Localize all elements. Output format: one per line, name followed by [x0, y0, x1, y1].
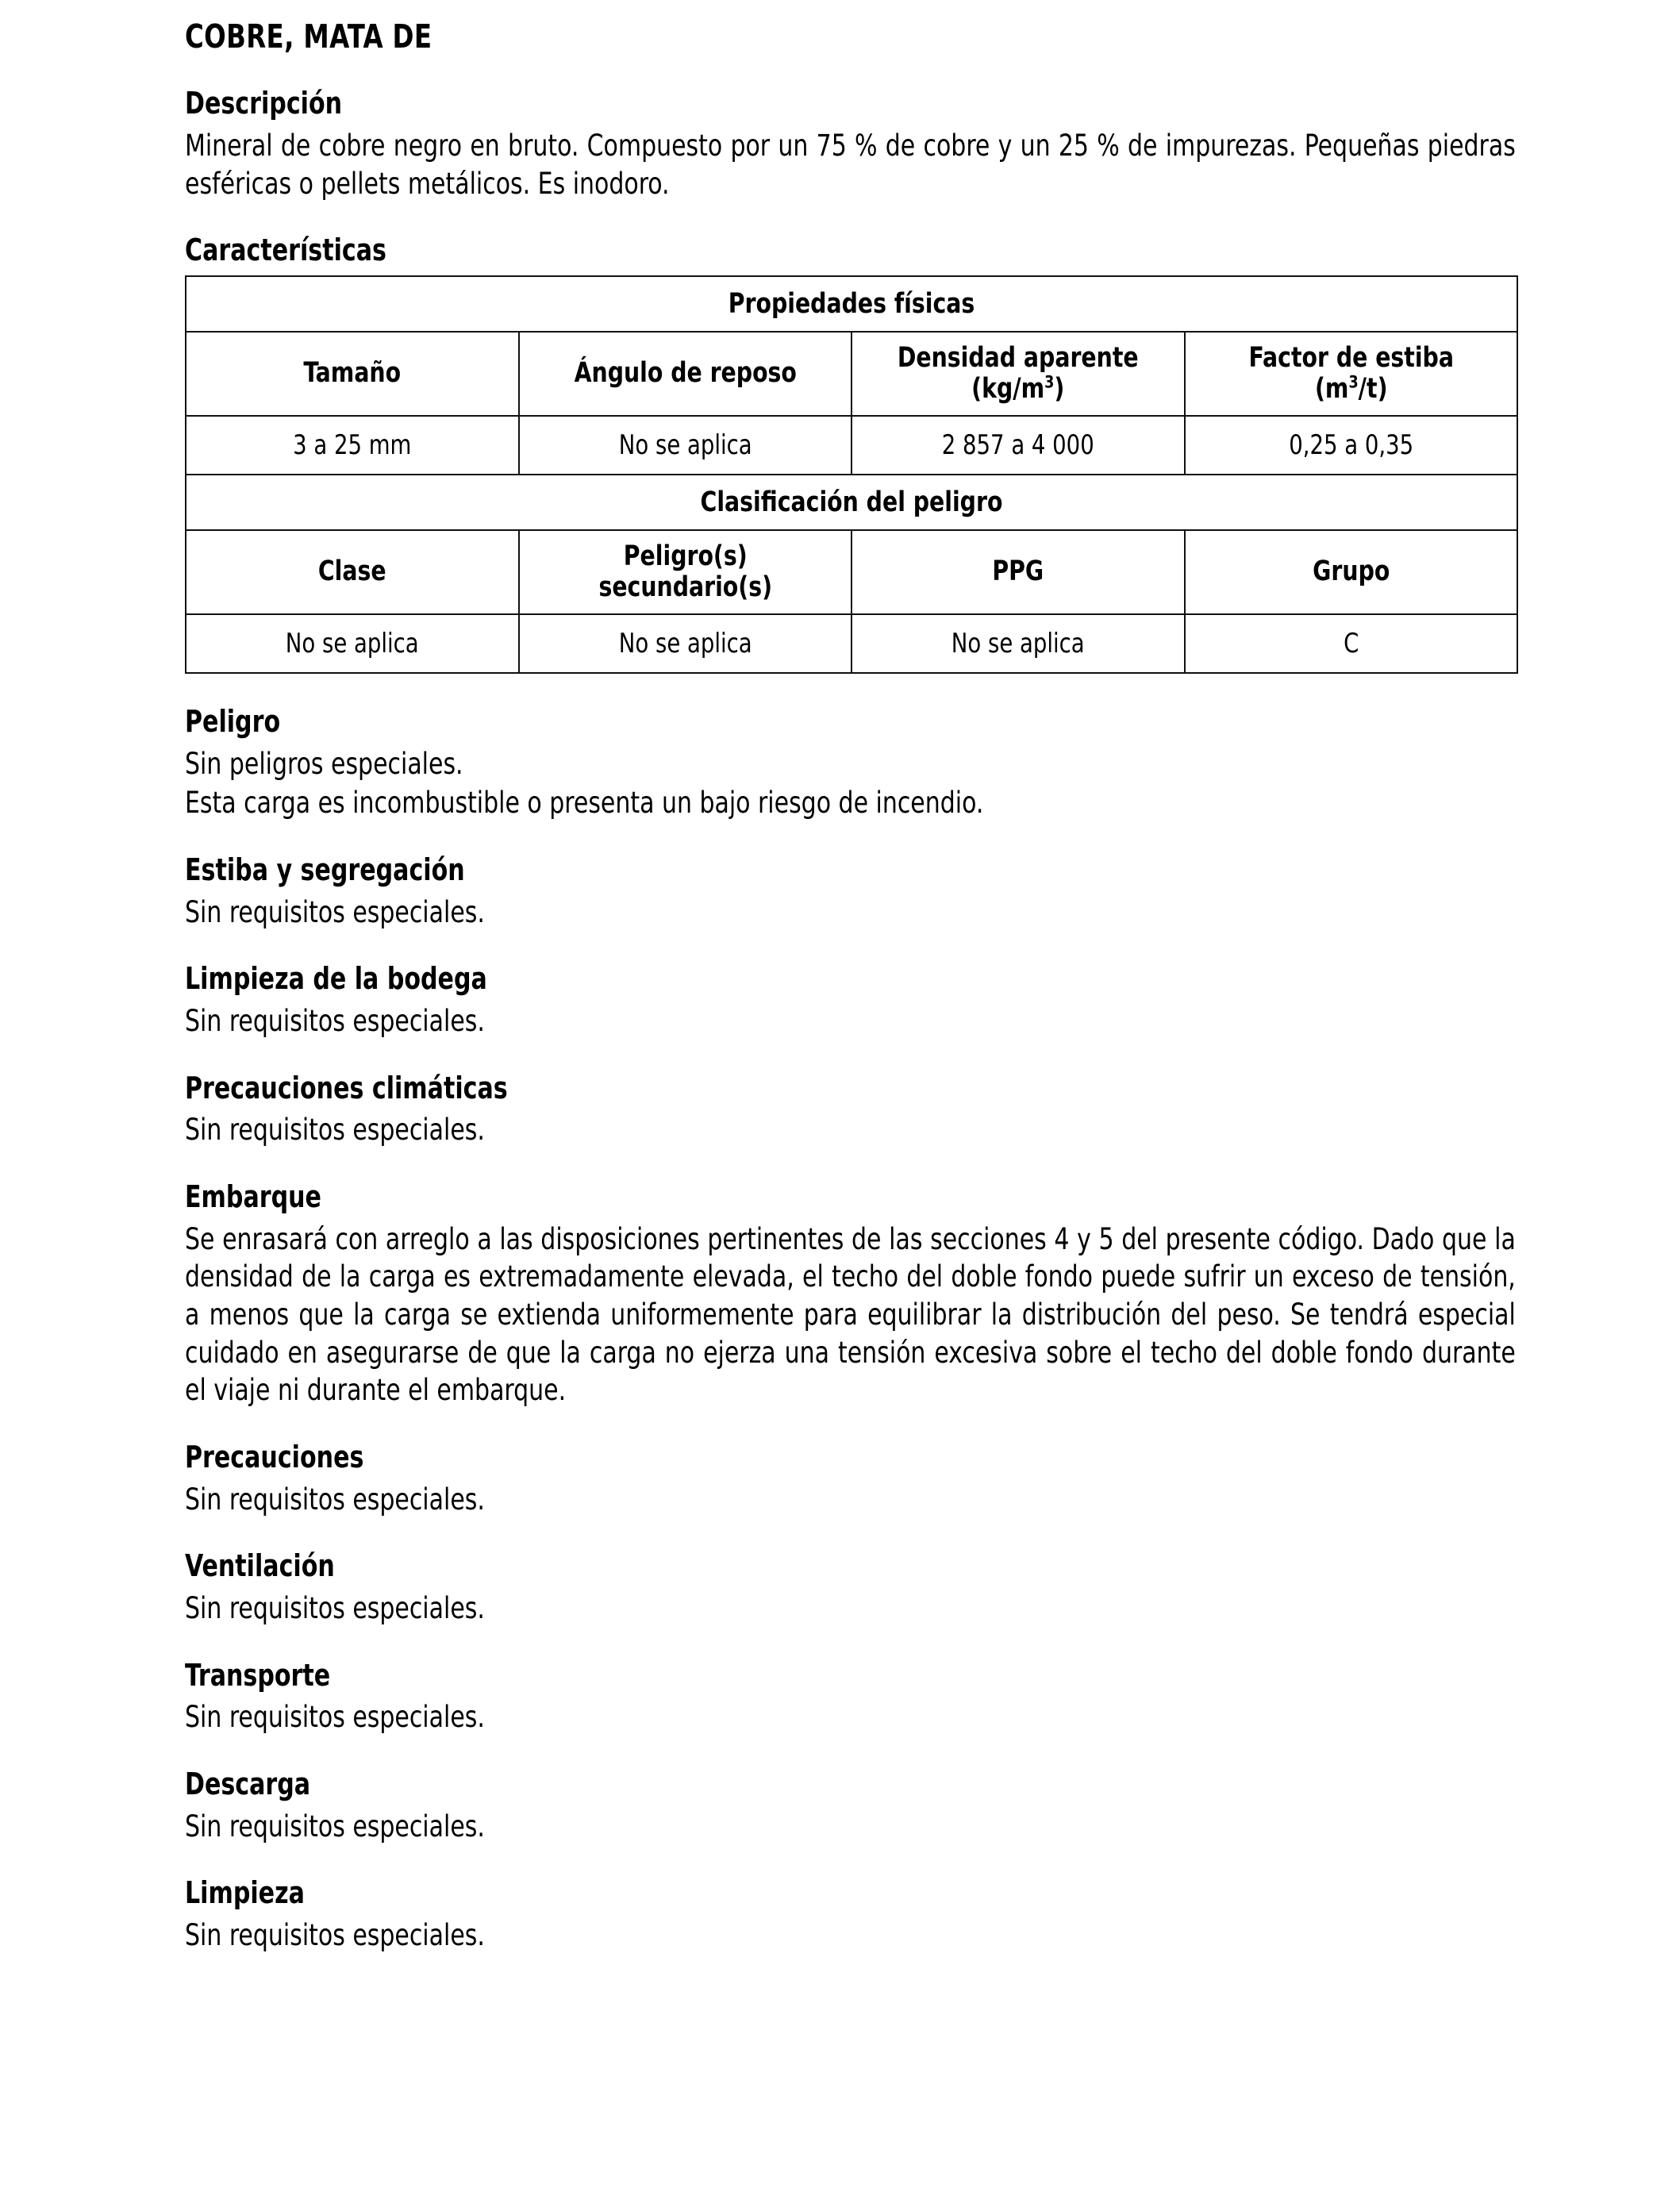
section-heading-limpieza-bodega: Limpieza de la bodega [185, 961, 487, 997]
table-row-headers-hazard [186, 530, 1517, 614]
table-header-angulo-reposo: Ángulo de reposo [519, 332, 852, 416]
characteristics-table [185, 275, 1518, 674]
section-heading-ventilacion: Ventilación [185, 1548, 335, 1584]
table-header-tamano: Tamaño [186, 332, 519, 416]
table-cell-grupo-value: C [1185, 614, 1518, 673]
table-header-peligros-secundarios: Peligro(s) secundario(s) [519, 530, 852, 614]
section-heading-caracteristicas: Características [185, 233, 386, 268]
section-text-precauciones-climaticas: Sin requisitos especiales. [185, 1113, 485, 1148]
table-header-estiba-unit: $(m^3/t)$ [1314, 372, 1388, 405]
table-row-values-hazard [186, 614, 1517, 673]
section-text-precauciones: Sin requisitos especiales. [185, 1482, 485, 1517]
section-heading-limpieza: Limpieza [185, 1875, 305, 1911]
section-text-limpieza: Sin requisitos especiales. [185, 1918, 485, 1952]
section-heading-precauciones: Precauciones [185, 1440, 364, 1475]
table-band-physical-properties: Propiedades físicas [186, 276, 1517, 332]
section-text-peligro-line2: Esta carga es incombustible o presenta un bajo riesgo de incendio. [185, 786, 984, 821]
table-cell-tamano-value: 3 a 25 mm [186, 416, 519, 475]
table-header-factor-estiba: Factor de estiba $(m^3/t)$ [1185, 332, 1518, 416]
table-cell-secundario-value: No se aplica [519, 614, 852, 673]
section-text-descripcion: Mineral de cobre negro en bruto. Compuesto por un 75 % de cobre y un 25 % de impurezas. Pequeñas piedras esféricas o pellets metálicos. Es inodoro. [185, 128, 1516, 201]
table-row-band-hazard [186, 475, 1517, 530]
section-text-embarque: Se enrasará con arreglo a las disposiciones pertinentes de las secciones 4 y 5 del presente código. Dado que la densidad de la carga es extremadamente elevada, el techo del doble fondo puede sufrir un exceso de tensión, a menos que la carga se extienda uniformemente para equilibrar la distribución del peso. Se tendrá especial cuidado en asegurarse de que la carga no ejerza una tensión excesiva sobre el techo del doble fondo durante el viaje ni durante el embarque. [185, 1221, 1516, 1408]
page-title: COBRE, MATA DE [185, 17, 432, 56]
table-header-grupo: Grupo [1185, 530, 1518, 614]
section-heading-peligro: Peligro [185, 704, 281, 739]
section-descripcion [185, 86, 1516, 202]
table-header-clase: Clase [186, 530, 519, 614]
table-cell-densidad-value: 2 857 a 4 000 [852, 416, 1185, 475]
section-estiba-segregacion [185, 852, 1516, 931]
table-band-hazard-classification: Clasificación del peligro [186, 475, 1517, 530]
section-heading-descarga: Descarga [185, 1767, 311, 1802]
table-cell-angulo-value: No se aplica [519, 416, 852, 475]
section-caracteristicas [185, 233, 1516, 674]
table-cell-estiba-value: 0,25 a 0,35 [1185, 416, 1518, 475]
section-limpieza [185, 1875, 1516, 1954]
section-limpieza-bodega [185, 961, 1516, 1040]
section-heading-estiba-segregacion: Estiba y segregación [185, 852, 465, 888]
table-cell-ppg-value: No se aplica [852, 614, 1185, 673]
table-header-densidad-unit: $(kg/m^3)$ [971, 372, 1065, 405]
section-text-ventilacion: Sin requisitos especiales. [185, 1591, 485, 1626]
table-row-values-physical [186, 416, 1517, 475]
section-heading-embarque: Embarque [185, 1178, 321, 1214]
section-embarque [185, 1179, 1516, 1409]
table-header-ppg: PPG [852, 530, 1185, 614]
table-row-headers-physical [186, 332, 1517, 416]
section-text-estiba-segregacion: Sin requisitos especiales. [185, 894, 485, 929]
section-heading-precauciones-climaticas: Precauciones climáticas [185, 1070, 508, 1105]
section-text-limpieza-bodega: Sin requisitos especiales. [185, 1003, 485, 1038]
section-heading-descripcion: Descripción [185, 86, 343, 121]
section-precauciones-climaticas [185, 1071, 1516, 1149]
section-text-descarga: Sin requisitos especiales. [185, 1809, 485, 1844]
section-text-peligro-line1: Sin peligros especiales. [185, 746, 463, 781]
table-header-densidad-aparente: Densidad aparente $(kg/m^3)$ [852, 332, 1185, 416]
section-text-transporte: Sin requisitos especiales. [185, 1700, 485, 1735]
section-precauciones [185, 1440, 1516, 1518]
section-peligro [185, 704, 1516, 822]
table-row-band-physical [186, 276, 1517, 332]
section-heading-transporte: Transporte [185, 1657, 331, 1693]
section-ventilacion [185, 1548, 1516, 1627]
table-cell-clase-value: No se aplica [186, 614, 519, 673]
section-transporte [185, 1658, 1516, 1736]
section-descarga [185, 1767, 1516, 1845]
